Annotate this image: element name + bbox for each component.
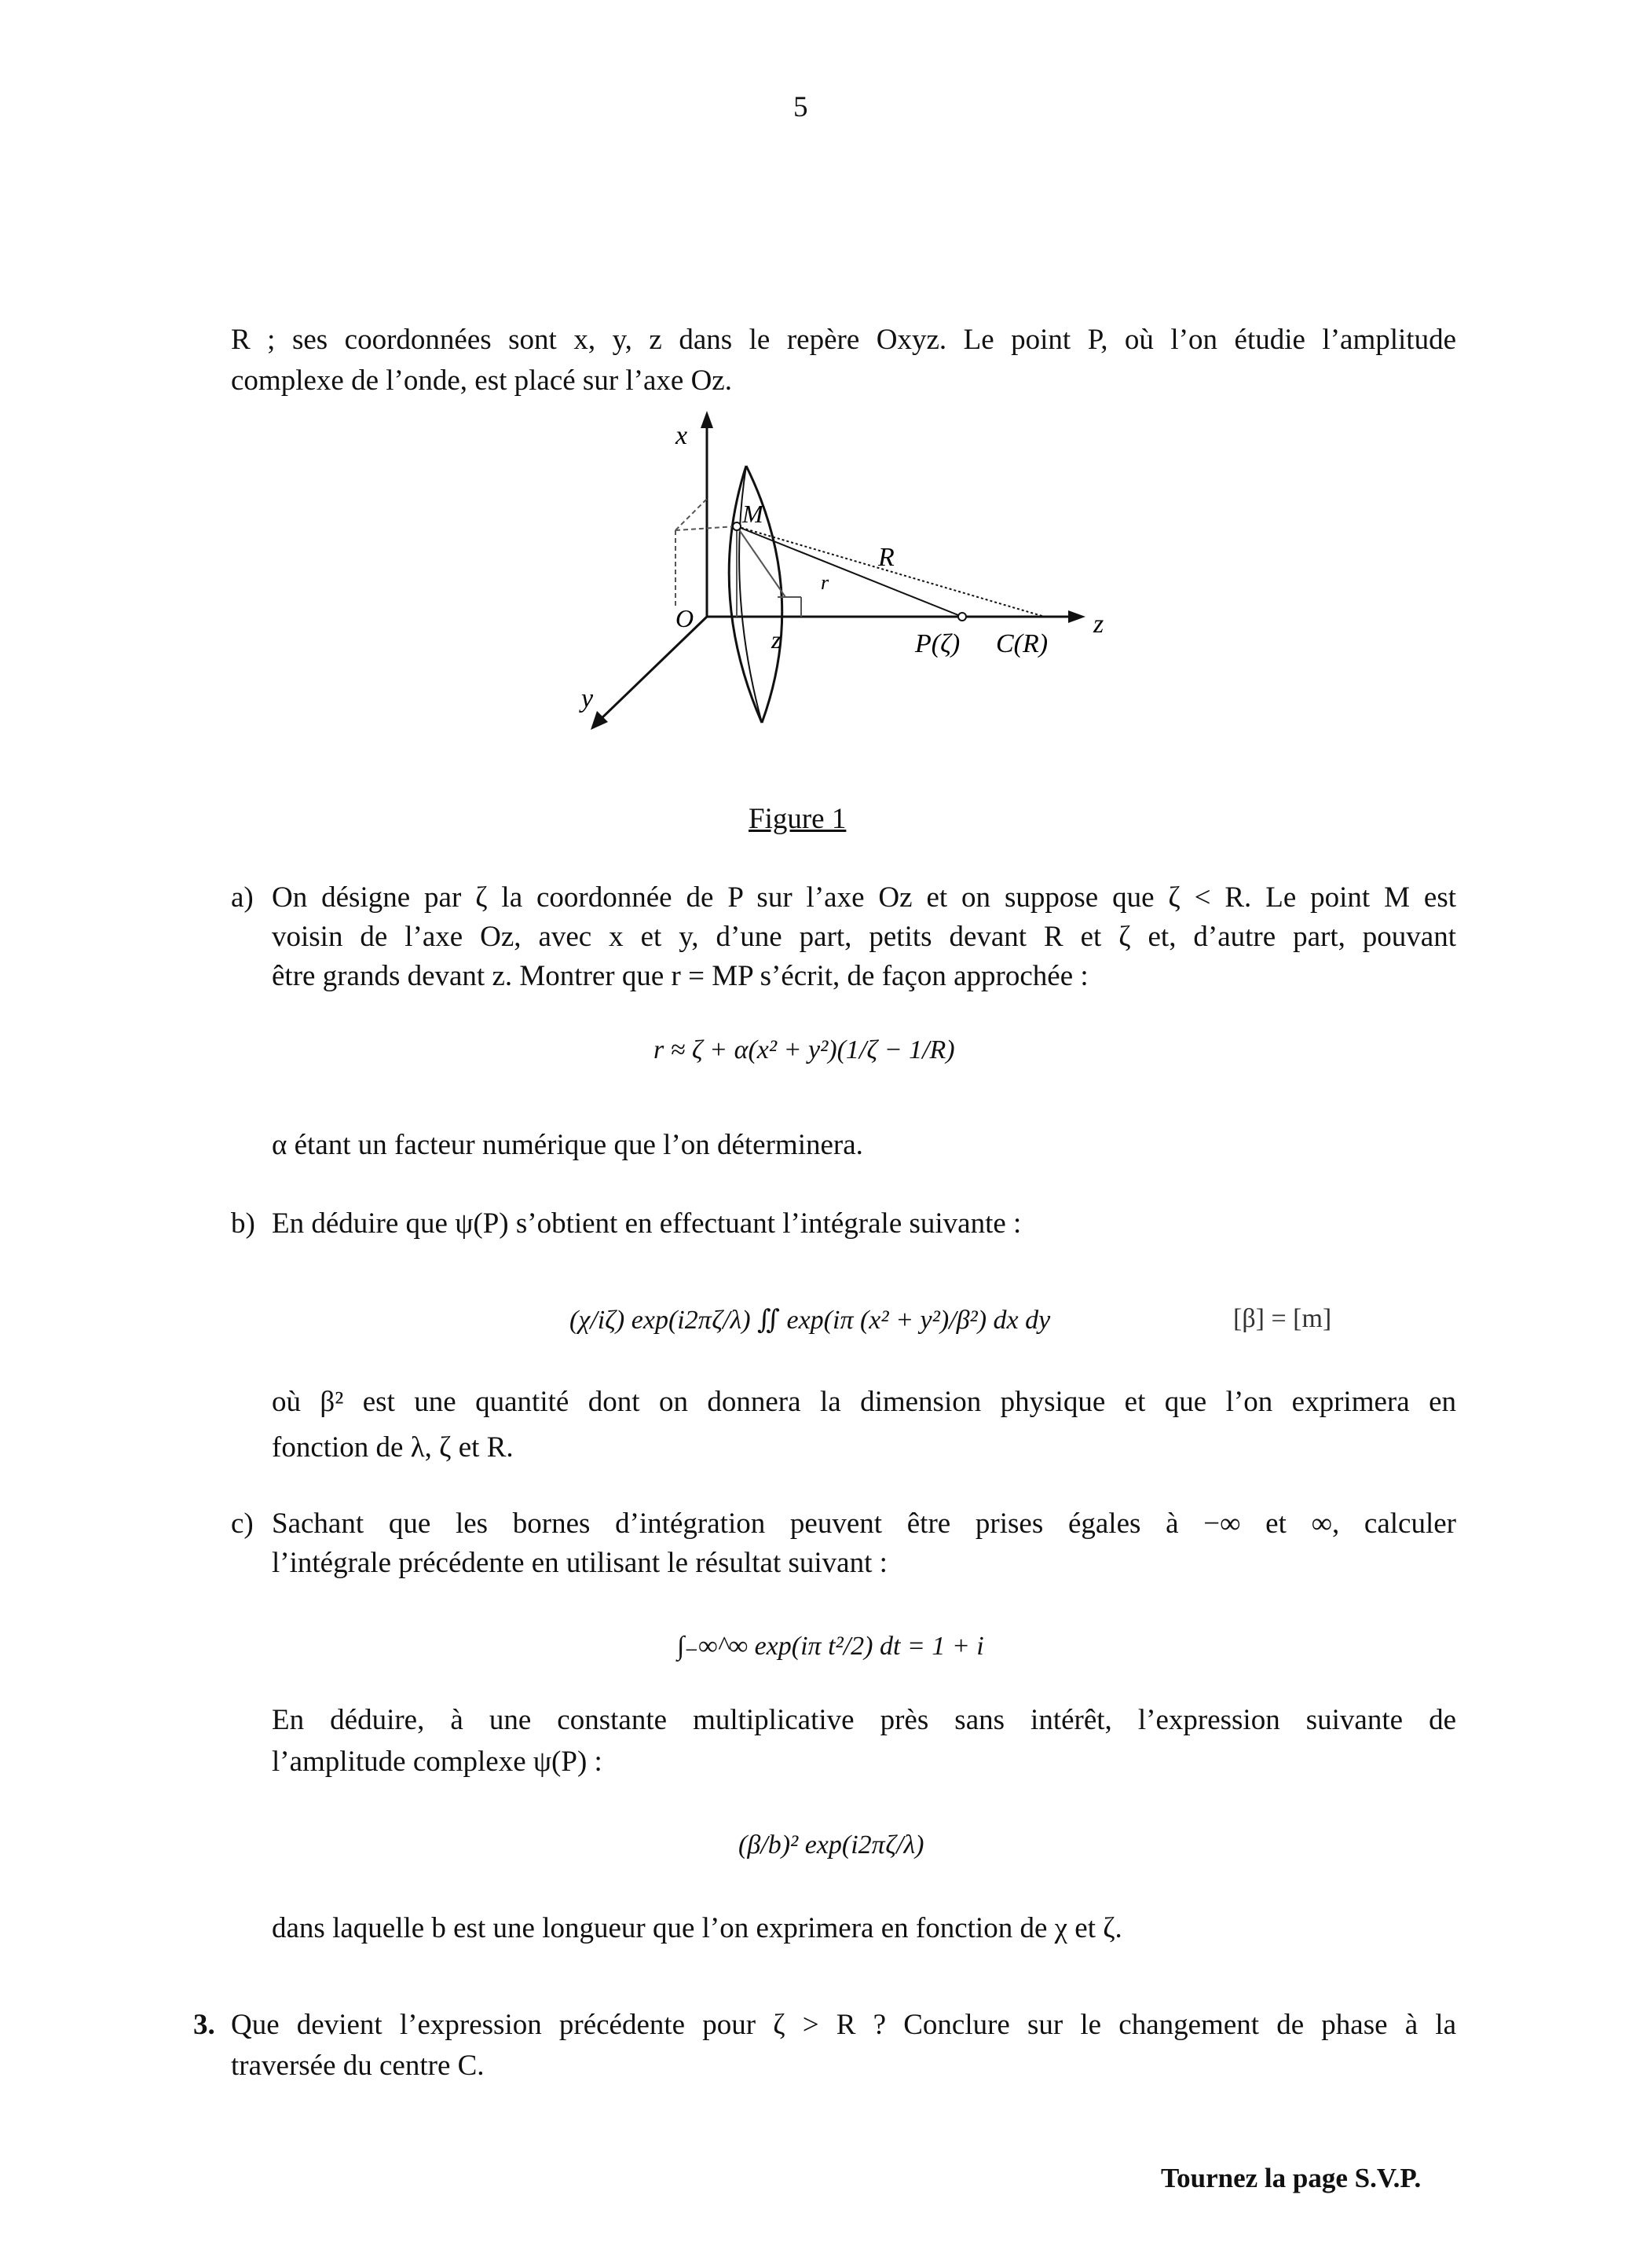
question-3-line-2: traversée du centre C. — [231, 2050, 485, 2082]
page-number: 5 — [793, 91, 808, 123]
label-P: P(ζ) — [915, 629, 961, 658]
figure-1-diagram — [550, 405, 1115, 750]
label-C: C(R) — [996, 629, 1049, 658]
footer-turn-page: Tournez la page S.V.P. — [1161, 2163, 1422, 2193]
figure-caption: Figure 1 — [749, 803, 847, 835]
equation-gauss: ∫₋∞^∞ exp(iπ t²/2) dt = 1 + i — [677, 1632, 984, 1661]
part-b-label: b) — [231, 1207, 255, 1240]
part-a-line-1: On désigne par ζ la coordonnée de P sur l’axe Oz et on suppose que ζ < R. Le point M est — [272, 881, 1456, 914]
equation-r: r ≈ ζ + α(x² + y²)(1/ζ − 1/R) — [653, 1035, 955, 1064]
intro-line-2: complexe de l’onde, est placé sur l’axe Oz. — [231, 365, 732, 397]
ray-r — [737, 526, 962, 617]
point-P — [958, 613, 966, 621]
part-a-line-3: être grands devant z. Montrer que r = MP s’écrit, de façon approchée : — [272, 960, 1089, 992]
part-c-line-4: l’amplitude complexe ψ(P) : — [272, 1746, 602, 1778]
x-axis-arrow — [701, 411, 713, 428]
label-y: y — [581, 684, 594, 713]
equation-amplitude: (β/b)² exp(i2πζ/λ) — [738, 1830, 924, 1859]
question-3-label: 3. — [193, 2009, 215, 2041]
z-axis-arrow — [1068, 610, 1085, 623]
label-R: R — [878, 543, 895, 572]
question-3-line-1: Que devient l’expression précédente pour ζ > R ? Conclure sur le changement de phase à la — [231, 2009, 1456, 2041]
part-c-label: c) — [231, 1508, 254, 1540]
label-z-axis: z — [1093, 610, 1104, 639]
label-z-inner: z — [771, 625, 782, 654]
part-a-after: α étant un facteur numérique que l’on déterminera. — [272, 1129, 863, 1161]
label-O: O — [675, 604, 694, 632]
part-b-line-1: En déduire que ψ(P) s’obtient en effectuant l’intégrale suivante : — [272, 1207, 1022, 1240]
part-c-line-3: En déduire, à une constante multiplicative près sans intérêt, l’expression suivante de — [272, 1704, 1456, 1736]
part-b-after-2: fonction de λ, ζ et R. — [272, 1431, 514, 1464]
intro-line-1: R ; ses coordonnées sont x, y, z dans le repère Oxyz. Le point P, où l’on étudie l’amplitude — [231, 324, 1456, 356]
projection-line — [675, 499, 707, 530]
part-c-line-1: Sachant que les bornes d’intégration peuvent être prises égales à −∞ et ∞, calculer — [272, 1508, 1456, 1540]
handwritten-note: [β] = [m] — [1233, 1304, 1332, 1333]
equation-integral: (χ/iζ) exp(i2πζ/λ) ∬ exp(iπ (x² + y²)/β²) dx dy — [569, 1306, 1051, 1335]
point-M — [733, 522, 741, 530]
part-c-line-2: l’intégrale précédente en utilisant le résultat suivant : — [272, 1547, 888, 1579]
part-a-line-2: voisin de l’axe Oz, avec x et y, d’une part, petits devant R et ζ et, d’autre part, pouvant — [272, 921, 1456, 953]
part-c-line-5: dans laquelle b est une longueur que l’on exprimera en fonction de χ et ζ. — [272, 1912, 1122, 1944]
label-r: r — [821, 571, 829, 594]
label-M: M — [742, 500, 763, 528]
y-axis — [597, 617, 707, 723]
part-b-after-1: où β² est une quantité dont on donnera la dimension physique et que l’on exprimera en — [272, 1386, 1456, 1418]
part-a-label: a) — [231, 881, 254, 914]
label-x: x — [675, 421, 688, 450]
